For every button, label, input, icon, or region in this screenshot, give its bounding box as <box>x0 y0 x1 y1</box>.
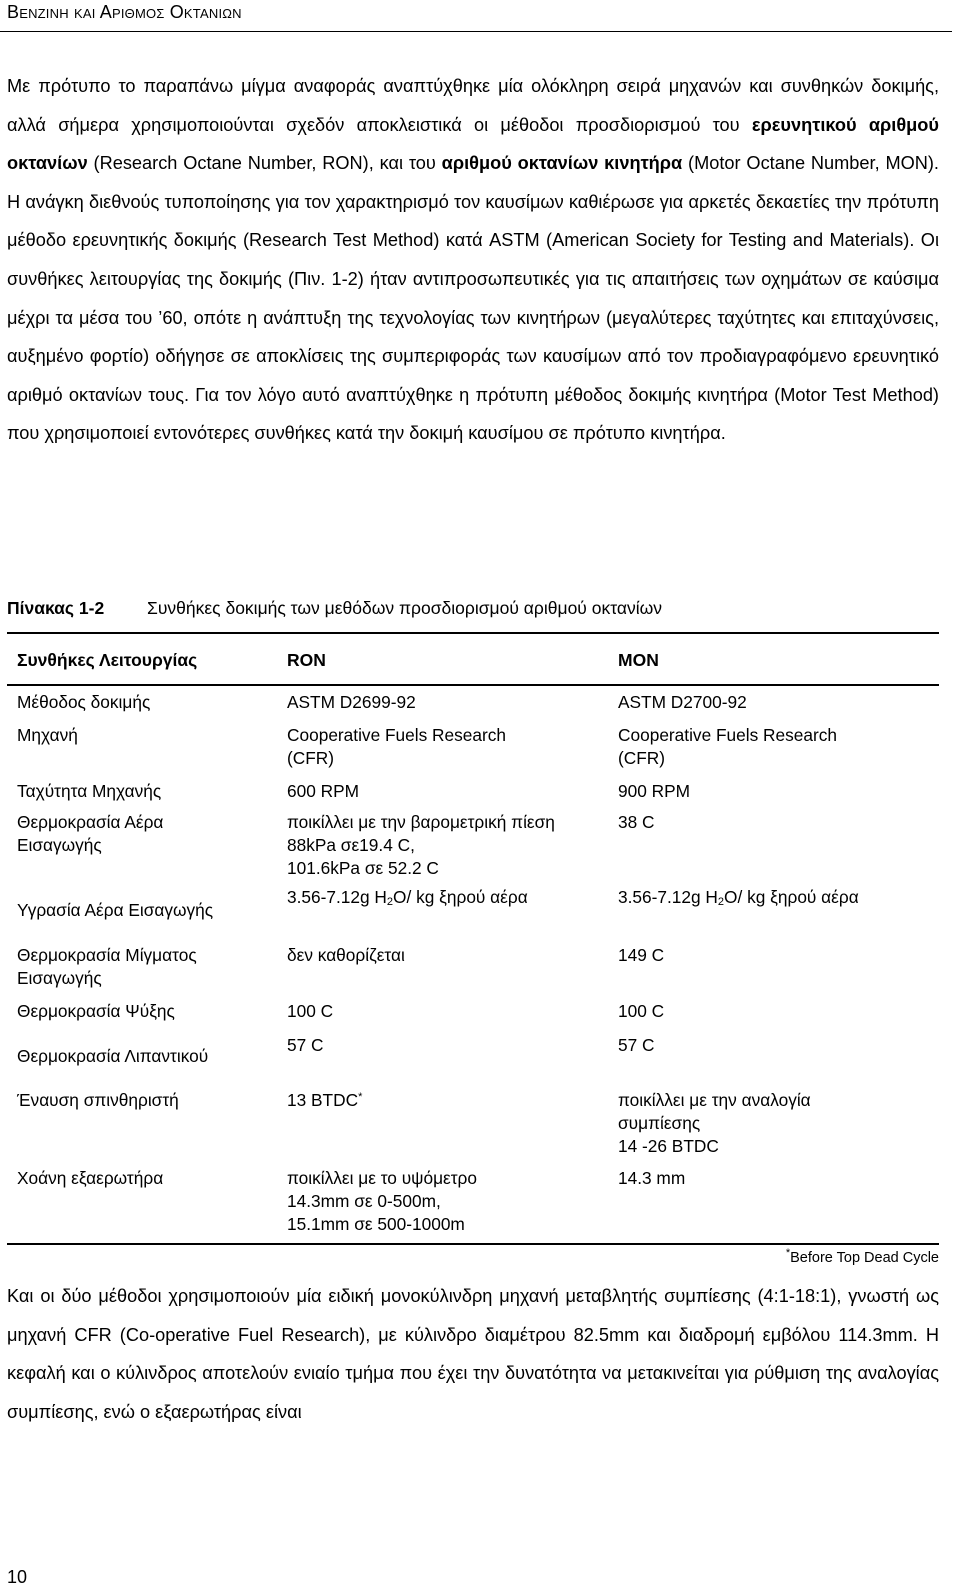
table-header-mon: MON <box>618 650 659 670</box>
table-caption <box>7 598 662 619</box>
row8-ron: 57 C <box>287 1035 324 1055</box>
row6-mon: 149 C <box>618 945 665 965</box>
row5-ron: 3.56-7.12g $H_2O/$ kg ξηρού αέρα <box>287 887 528 908</box>
row4-condition: Θερμοκρασία Αέρα Εισαγωγής <box>17 812 164 855</box>
row3-ron: 600 RPM <box>287 781 360 801</box>
row4-ron: ποικίλλει με την βαρομετρική πίεση 88kPa σε19.4 C, 101.6kPa σε 52.2 C <box>287 812 555 878</box>
row7-ron: 100 C <box>287 1001 334 1021</box>
row7-condition: Θερμοκρασία Ψύξης <box>17 1001 175 1021</box>
row9-condition: Έναυση σπινθηριστή <box>17 1090 179 1110</box>
row2-ron: Cooperative Fuels Research (CFR) <box>287 725 507 768</box>
row6-ron: δεν καθορίζεται <box>287 945 405 965</box>
row8-condition: Θερμοκρασία Λιπαντικού <box>17 1046 209 1066</box>
intro-paragraph <box>7 67 939 453</box>
table-header-ron: RON <box>287 650 326 670</box>
intro-text-1: Με πρότυπο το παραπάνω μίγμα αναφοράς αναπτύχθηκε μία ολόκληρη σειρά μηχανών και συνθηκών δοκιμής, αλλά σήμερα χρησιμοποιούνται σχεδόν αποκλειστικά οι μέθοδοι προσδιορισμού του <box>7 76 939 135</box>
row10-mon: 14.3 mm <box>618 1168 686 1188</box>
row3-mon: 900 RPM <box>618 781 691 801</box>
row1-mon: ASTM D2700-92 <box>618 692 747 712</box>
intro-text-2: (Research Octane Number, RON), και του <box>87 153 442 174</box>
row6-condition: Θερμοκρασία Μίγματος Εισαγωγής <box>17 945 197 988</box>
row2-mon: Cooperative Fuels Research (CFR) <box>618 725 838 768</box>
row5-condition: Υγρασία Αέρα Εισαγωγής <box>17 900 214 920</box>
page-number: 10 <box>7 1567 28 1587</box>
table-footnote: *Before Top Dead Cycle <box>785 1247 939 1266</box>
row4-mon: 38 C <box>618 812 655 832</box>
table-header-conditions: Συνθήκες Λειτουργίας <box>17 650 198 670</box>
table-header-rule <box>7 684 939 686</box>
intro-bold-mon: αριθμού οκτανίων κινητήρα <box>441 153 683 174</box>
running-header: Βενζινη και Αριθμος Οκτανιων <box>7 2 242 22</box>
row1-condition: Μέθοδος δοκιμής <box>17 692 151 712</box>
row9-ron: 13 BTDC* <box>287 1090 363 1110</box>
row8-mon: 57 C <box>618 1035 655 1055</box>
row2-condition: Μηχανή <box>17 725 78 745</box>
intro-text-3: (Motor Octane Number, MON). Η ανάγκη διεθνούς τυποποίησης για τον χαρακτηρισμό τον καυσίμων καθιέρωσε για αρκετές δεκαετίες την πρότυπη μέθοδο ερευνητικής δοκιμής (Research Test Method) κατά ASTM (American Society for Testing and Materials). Οι συνθήκες λειτουργίας της δοκιμής (Πιν. 1-2) ήταν αντιπροσωπευτικές για τις απαιτήσεις των οχημάτων σε καύσιμα μέχρι τα μέσα του ’60, οπότε η ανάπτυξη της τεχνολογίας των κινητήρων (μεγαλύτερες ταχύτητες και επιταχύνσεις, αυξημένο φορτίο) οδήγησε σε αποκλίσεις της συμπεριφοράς των καυσίμων από τον προδιαγραφόμενο ερευνητικό αριθμό οκτανίων τους. Για τον λόγο αυτό αναπτύχθηκε η πρότυπη μέθοδος δοκιμής κινητήρα (Motor Test Method) που χρησιμοποιεί εντονότερες συνθήκες κατά την δοκιμή καυσίμου σε πρότυπο κινητήρα. <box>7 153 939 444</box>
header-rule <box>0 31 952 32</box>
table-caption-text: Συνθήκες δοκιμής των μεθόδων προσδιορισμού αριθμού οκτανίων <box>147 598 663 618</box>
table-bottom-rule <box>7 1243 939 1245</box>
row10-ron: ποικίλλει με το υψόμετρο 14.3mm σε 0-500m, 15.1mm σε 500-1000m <box>287 1168 478 1234</box>
row1-ron: ASTM D2699-92 <box>287 692 416 712</box>
row7-mon: 100 C <box>618 1001 665 1021</box>
row9-mon: ποικίλλει με την αναλογία συμπίεσης 14 -26 BTDC <box>618 1090 811 1156</box>
table-caption-number: Πίνακας 1-2 <box>7 598 105 618</box>
row3-condition: Ταχύτητα Μηχανής <box>17 781 162 801</box>
row5-mon: 3.56-7.12g $H_2O/$ kg ξηρού αέρα <box>618 887 859 908</box>
footnote-marker: * <box>358 1091 363 1103</box>
table-top-rule <box>7 632 939 634</box>
outro-paragraph: Και οι δύο μέθοδοι χρησιμοποιούν μία ειδική μονοκύλινδρη μηχανή μεταβλητής συμπίεσης (4:1-18:1), γνωστή ως μηχανή CFR (Co-operative Fuel Research), με κύλινδρο διαμέτρου 82.5mm και διαδρομή εμβόλου 114.3mm. Η κεφαλή και ο κύλινδρος αποτελούν ενιαίο τμήμα που έχει την δυνατότητα να μετακινείται για ρύθμιση της αναλογίας συμπίεσης, ενώ ο εξαερωτήρας είναι <box>7 1286 939 1422</box>
row10-condition: Χοάνη εξαερωτήρα <box>17 1168 164 1188</box>
intro-bold-ron: ερευνητικού αριθμού οκτανίων <box>7 114 939 174</box>
